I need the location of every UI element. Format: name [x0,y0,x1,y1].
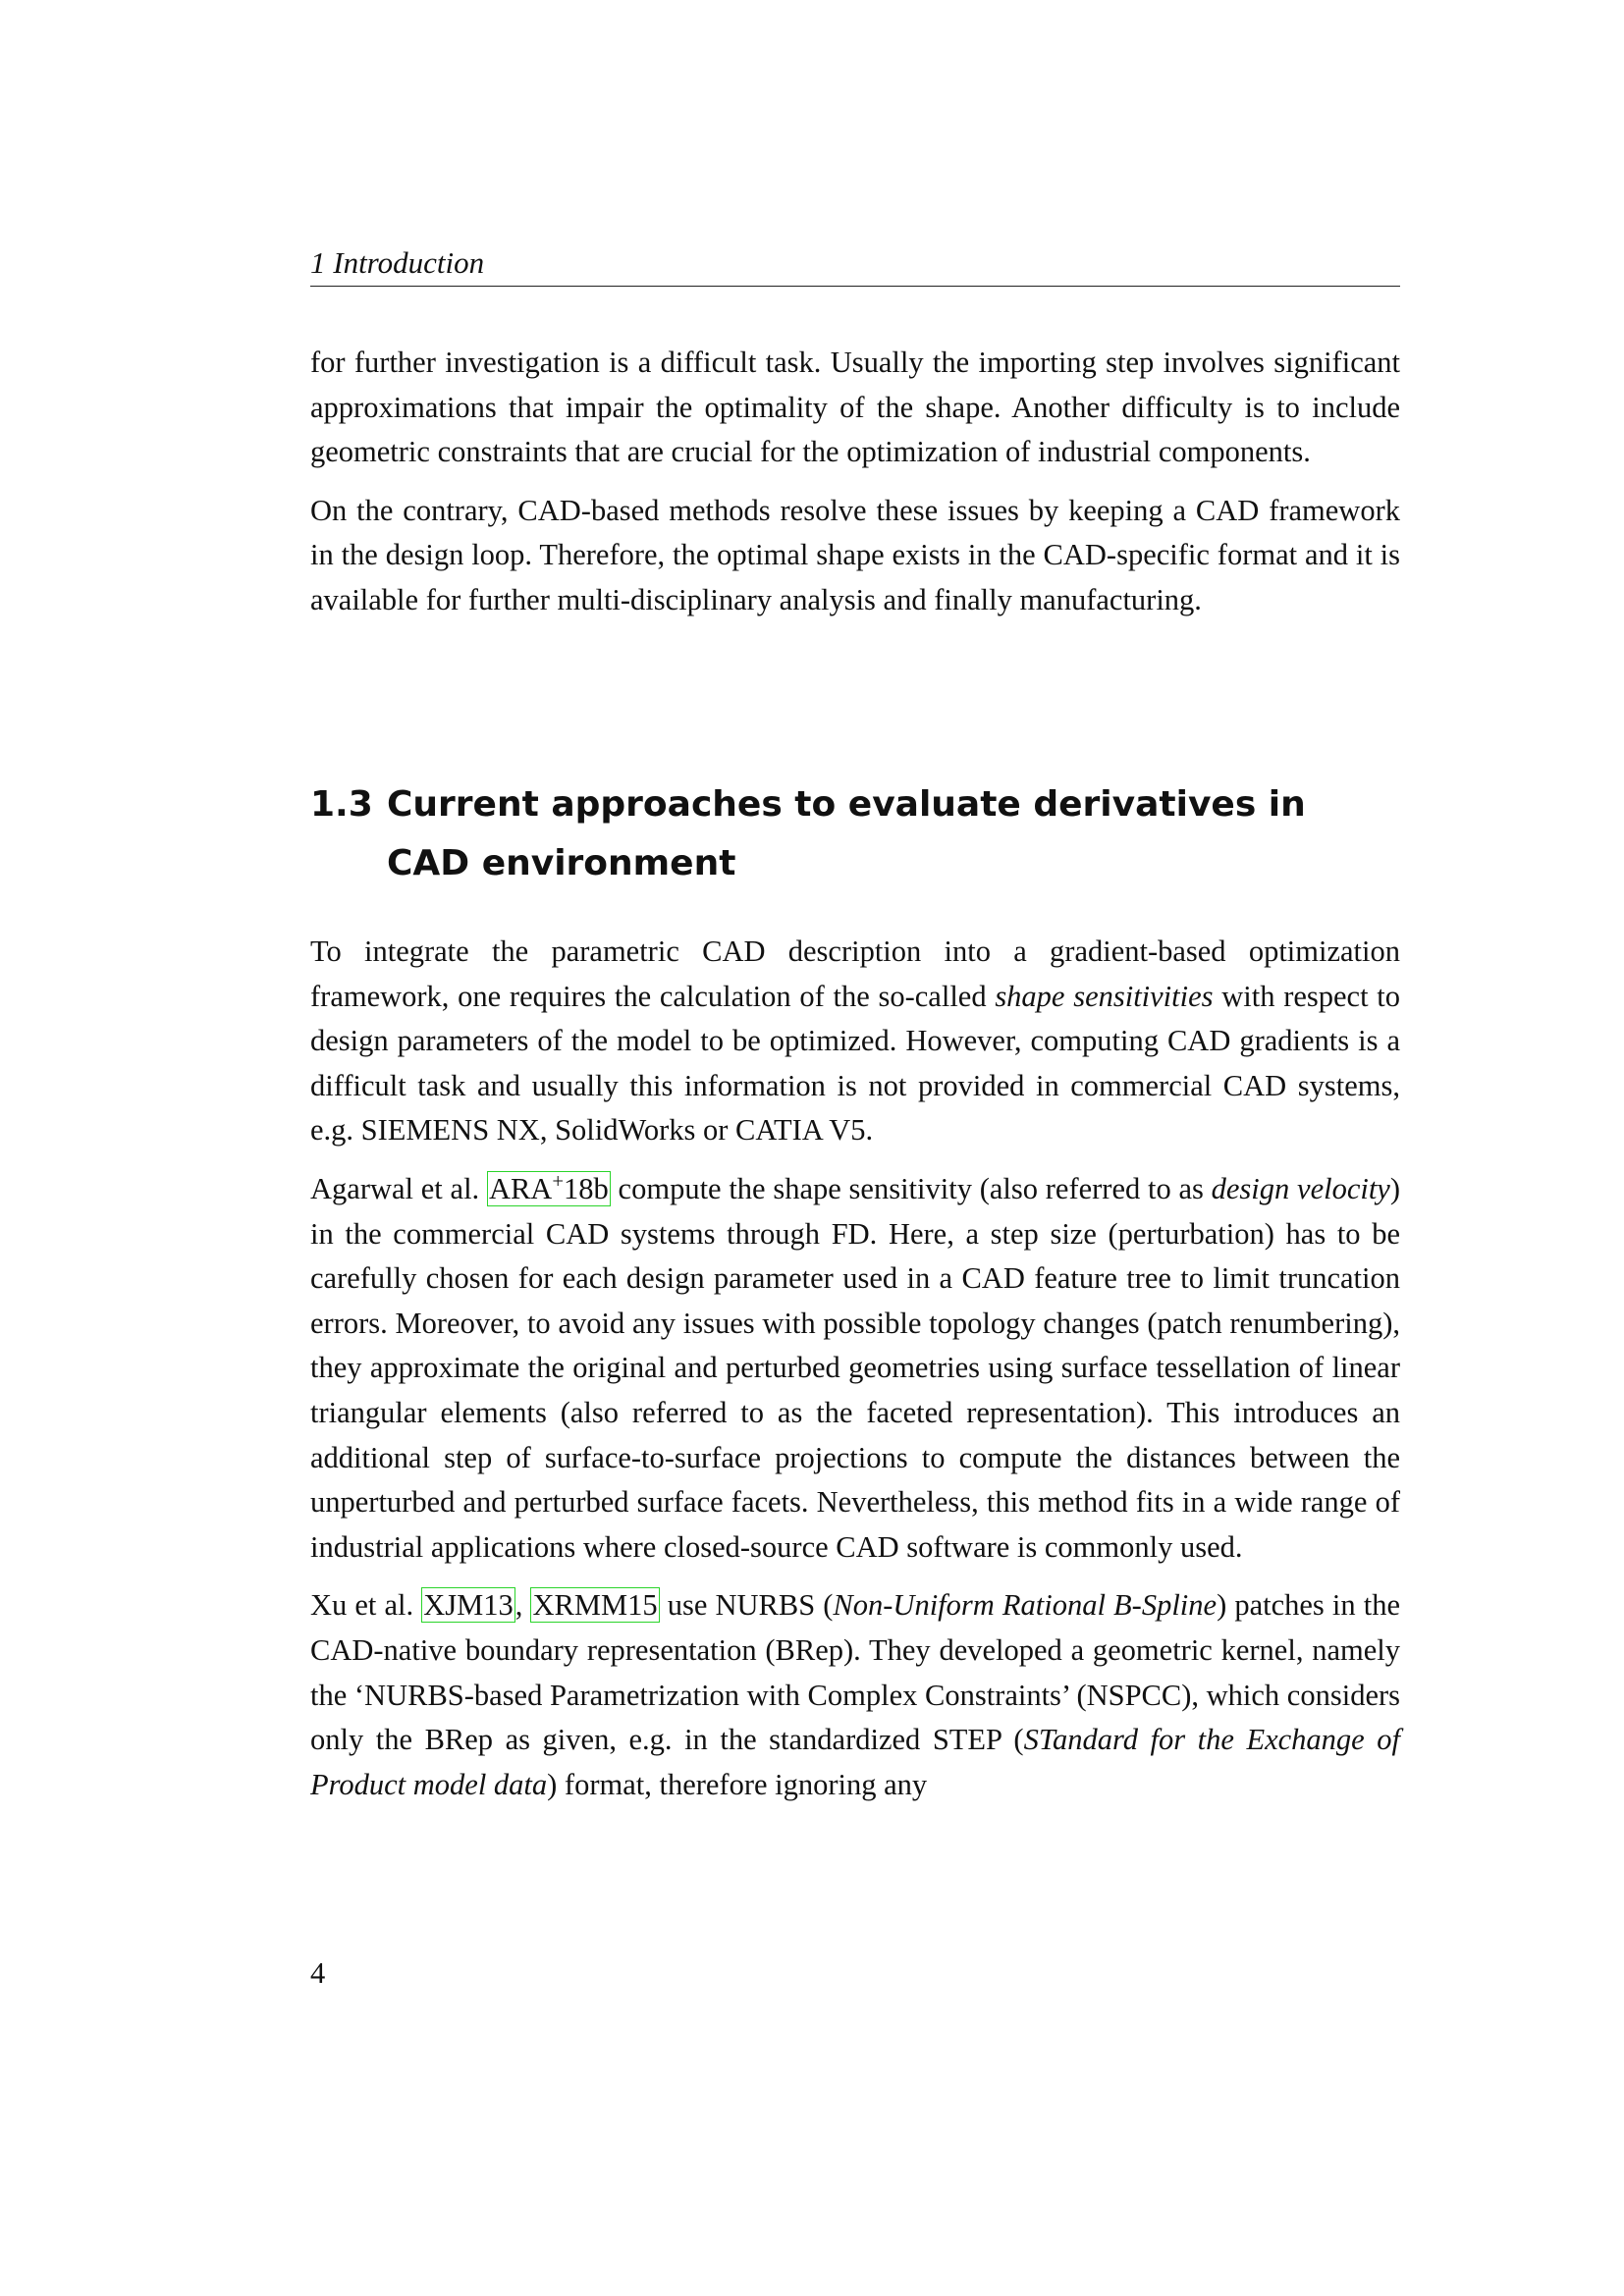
section-heading [310,775,1400,893]
emphasis: Non-Uniform Rational B-Spline [833,1588,1218,1623]
text-run: ) in the commercial CAD systems through FD. Here, a step size (perturbation) has to be carefully chosen for each design parameter used in a CAD feature tree to limit truncation errors. Moreover, to avoid any issues with possible topology changes (patch renumbering), they approximate the original and perturbed geometries using surface tessellation of linear triangular elements (also referred to as the faceted representation). This introduces an additional step of surface-to-surface projections to compute the distances between the unperturbed and perturbed surface facets. Nevertheless, this method fits in a wide range of industrial applications where closed-source CAD software is commonly used. [310,1171,1401,1564]
citation-label: 18b [564,1171,609,1205]
citation-link-ara18b[interactable] [487,1171,611,1206]
citation-superscript: + [552,1170,565,1193]
text-run: , [514,1588,531,1623]
text-run: with respect to design parameters of the model to be optimized. However, computing CAD gradients is a difficult task and usually this information is not provided in commercial CAD systems, e.g. SIEMENS NX, SolidWorks or CATIA V5. [310,979,1401,1148]
section-title: Current approaches to evaluate derivatives in CAD environment [387,784,1306,883]
text-run: ) patches in the CAD-native boundary representation (BRep). They developed a geometric kernel, namely the ‘NURBS-based Parametrization with Complex Constraints’ (NSPCC), which considers only the BRep as given, e.g. in the standardized STEP ( [310,1588,1401,1757]
body-text-section [310,930,1400,1807]
header-rule [310,286,1400,287]
text-run: use NURBS ( [659,1588,834,1623]
emphasis: design velocity [1211,1171,1390,1205]
text-run: To integrate the parametric CAD description into a gradient-based optimization framework, one requires the calculation of the so-called [310,934,1400,1013]
paragraph [310,1167,1400,1570]
paragraph [310,1583,1400,1807]
text-run: Xu et al. [310,1588,422,1623]
emphasis: STandard for the Exchange of Product model data [310,1723,1400,1801]
emphasis: shape sensitivities [995,979,1214,1013]
paragraph [310,930,1400,1153]
body-text-top [310,341,1400,623]
citation-link-xjm13[interactable]: XJM13 [423,1588,514,1623]
text-run: compute the shape sensitivity (also referred to as [610,1171,1212,1205]
page-number: 4 [310,1956,326,1990]
citation-link-xrmm15[interactable]: XRMM15 [532,1588,658,1623]
section-number: 1.3 [310,784,373,825]
citation-label: ARA [488,1171,553,1205]
paragraph: On the contrary, CAD-based methods resolve these issues by keeping a CAD framework in the design loop. Therefore, the optimal shape exists in the CAD-specific format and it is available for further multi-disciplinary analysis and finally manufacturing. [310,493,1400,616]
text-run: ) format, therefore ignoring any [547,1767,928,1801]
paragraph: for further investigation is a difficult task. Usually the importing step involves significant approximations that impair the optimality of the shape. Another difficulty is to include geometric constraints that are crucial for the optimization of industrial components. [310,346,1400,469]
running-header: 1 Introduction [310,245,485,280]
text-run: Agarwal et al. [310,1171,487,1205]
